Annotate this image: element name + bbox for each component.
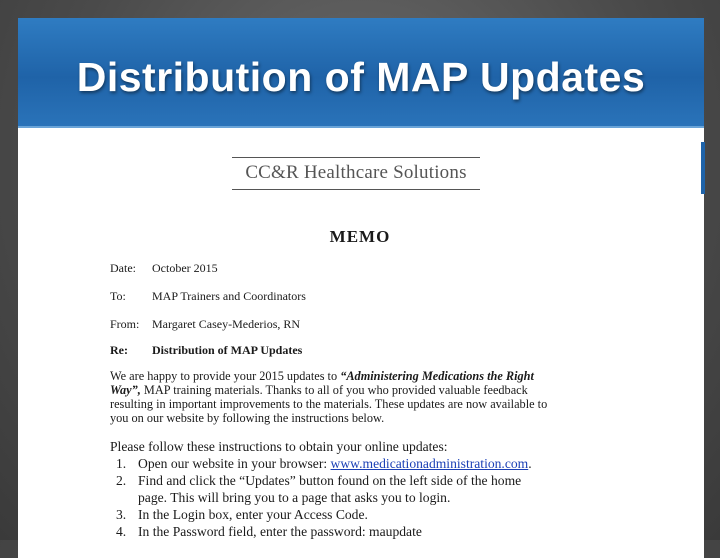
memo-heading: MEMO	[329, 227, 391, 246]
re-label: Re:	[110, 343, 128, 357]
book-title-part1: “Administering Medications the Right	[340, 369, 534, 383]
step-1-end: .	[528, 456, 532, 471]
step-2-line-1: Find and click the “Updates” button found on the left side of the home	[138, 473, 522, 488]
body-line-1-prefix: We are happy to provide your 2015 updates to	[110, 369, 341, 383]
instructions-intro: Please follow these instructions to obtain your online updates:	[110, 439, 448, 454]
slide-title: Distribution of MAP Updates	[76, 54, 646, 100]
date-label: Date:	[110, 261, 136, 275]
step-2-line-2: page. This will bring you to a page that asks you to login.	[138, 490, 451, 505]
title-bar-edge	[701, 142, 705, 194]
body-line-3: resulting in important improvements to the materials. These updates are now available to	[110, 397, 548, 411]
re-value: Distribution of MAP Updates	[152, 343, 303, 357]
step-3-number: 3.	[116, 507, 127, 522]
body-line-2	[110, 383, 528, 398]
date-value: October 2015	[152, 261, 218, 275]
step-3-text: In the Login box, enter your Access Code.	[138, 507, 368, 522]
step-1-text: Open our website in your browser:	[138, 456, 331, 471]
step-4-text: In the Password field, enter the password: maupdate	[138, 524, 422, 539]
book-title-part2: Way”,	[110, 383, 141, 397]
step-1-number: 1.	[116, 456, 127, 471]
company-logo-text: CC&R Healthcare Solutions	[245, 162, 467, 183]
from-value: Margaret Casey-Mederios, RN	[152, 317, 301, 331]
step-4-number: 4.	[116, 524, 127, 539]
from-label: From:	[110, 317, 140, 331]
body-line-4: you on our website by following the instructions below.	[110, 411, 385, 425]
step-2-number: 2.	[116, 473, 127, 488]
website-link[interactable]: www.medicationadministration.com	[330, 456, 529, 471]
company-logo	[232, 157, 480, 190]
body-line-2-suffix: MAP training materials. Thanks to all of you who provided valuable feedback	[140, 383, 528, 397]
title-bar	[18, 18, 704, 128]
step-1	[138, 456, 532, 472]
to-value: MAP Trainers and Coordinators	[152, 289, 306, 303]
body-line-1	[110, 369, 534, 384]
to-label: To:	[110, 289, 126, 303]
